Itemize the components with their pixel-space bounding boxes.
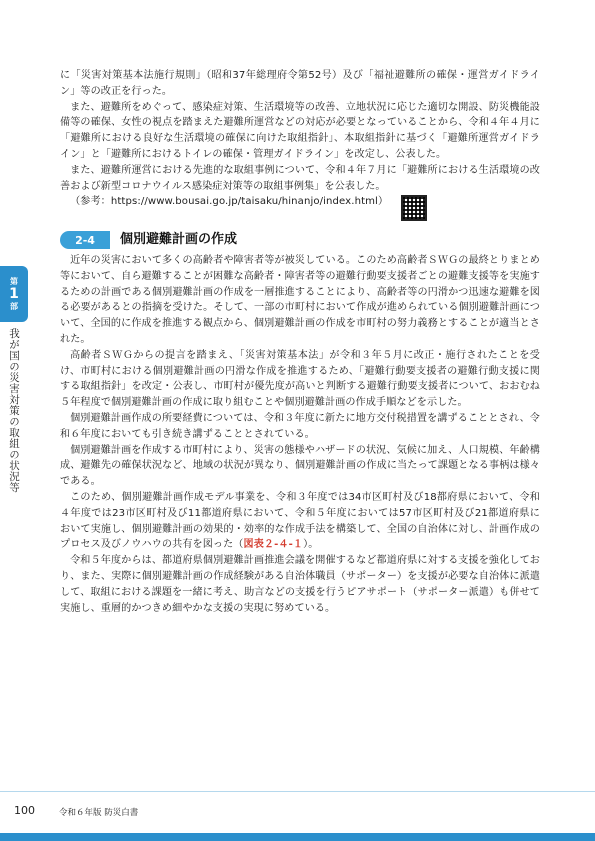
intro-paragraph-1: に「災害対策基本法施行規則」（昭和37年総理府令第52号）及び「福祉避難所の確保・運営ガイドライン」等の改正を行った。 bbox=[60, 70, 540, 97]
body-paragraph-1: 近年の災害において多くの高齢者や障害者等が被災している。このため高齢者ＳＷＧの最終とりまとめ等において、自ら避難することが困難な高齢者・障害者等の避難行動要支援者ごとの避難支援等を実施するための計画である個別避難計画の作成を一層推進することにより、高齢者等の円滑かつ迅速な避難を図る必要があるとの指摘を受けた。そして、一部の市町村において作成が進められている個別避難計画について、全国的に作成を推進する観点から、個別避難計画の作成を市町村の努力義務とすることが適当とされた。 bbox=[60, 255, 540, 345]
body-paragraph-5-text: このため、個別避難計画作成モデル事業を、令和３年度では34市区町村及び18都府県において、令和４年度では23市区町村及び11都道府県において、令和５年度においては57市区町村及び21都道府県において実施し、個別避難計画の効果的・効率的な作成手法を構築して、全国の自治体に対し、計画作成のプロセス及びノウハウの共有を図った（ bbox=[60, 491, 540, 551]
body-paragraph-6: 令和５年度からは、都道府県個別避難計画推進会議を開催するなど都道府県に対する支援を強化しており、また、実際に個別避難計画の作成経験がある自治体職員（サポーター）を支援が必要な自治体に派遣して、取組における課題を一緒に考え、助言などの支援を行うピアサポート（サポーター派遣）も併せて実施し、重層的かつきめ細やかな支援の実現に努めている。 bbox=[60, 555, 540, 614]
footer-bar bbox=[0, 833, 595, 841]
intro-text bbox=[60, 68, 540, 210]
part-caption: 我が国の災害対策の取組の状況等 bbox=[8, 328, 20, 493]
part-tab-number: 1 bbox=[9, 285, 19, 302]
intro-paragraph-2: また、避難所をめぐって、感染症対策、生活環境等の改善、立地状況に応じた適切な開設、防災機能設備等の確保、女性の視点を踏まえた避難所運営などの対応が必要となっていることから、令和４年４月に「避難所における良好な生活環境の確保に向けた取組指針」、本取組指針に基づく「避難所運営ガイドライン」と「避難所におけるトイレの確保・管理ガイドライン」を改定し、公表した。 bbox=[60, 101, 540, 160]
figure-reference-link[interactable]: 図表２-４-１ bbox=[243, 539, 304, 551]
qr-code-icon bbox=[401, 195, 427, 221]
body-paragraph-2: 高齢者ＳＷＧからの提言を踏まえ、「災害対策基本法」が令和３年５月に改正・施行されたことを受け、市町村における個別避難計画の円滑な作成を推進するため、「避難行動要支援者の避難行動支援に関する取組指針」を改定・公表し、市町村が優先度が高いと判断する避難行動要支援者について、おおむね５年程度で個別避難計画の作成に取り組むことや個別避難計画の作成手順などを示した。 bbox=[60, 349, 540, 409]
reference-url[interactable]: （参考：https://www.bousai.go.jp/taisaku/hinanjo/index.html） bbox=[70, 196, 389, 208]
footer-title: 令和６年版 防災白書 bbox=[59, 808, 139, 818]
part-tab bbox=[0, 266, 28, 322]
part-tab-suffix: 部 bbox=[10, 301, 18, 311]
section-body bbox=[60, 253, 540, 616]
body-paragraph-5-end: ）。 bbox=[303, 539, 319, 551]
part-tab-prefix: 第 bbox=[10, 276, 18, 286]
intro-paragraph-3: また、避難所運営における先進的な取組事例について、令和４年７月に「避難所における生活環境の改善および新型コロナウイルス感染症対策等の取組事例集」を公表した。 bbox=[60, 164, 540, 192]
section-title: 個別避難計画の作成 bbox=[120, 232, 238, 247]
footer-divider bbox=[0, 791, 595, 792]
body-paragraph-5 bbox=[60, 490, 540, 553]
section-header bbox=[60, 231, 540, 249]
section-number-badge: 2-4 bbox=[60, 231, 110, 249]
page-number: 100 bbox=[14, 804, 35, 817]
body-paragraph-3: 個別避難計画作成の所要経費については、令和３年度に新たに地方交付税措置を講ずることとされ、令和６年度においても引き続き講ずることとされている。 bbox=[60, 412, 540, 440]
body-paragraph-4: 個別避難計画を作成する市町村により、災害の態様やハザードの状況、気候に加え、人口規模、年齢構成、避難先の確保状況など、地域の状況が異なり、個別避難計画の作成に当たって課題となる事柄は様々である。 bbox=[60, 444, 540, 488]
